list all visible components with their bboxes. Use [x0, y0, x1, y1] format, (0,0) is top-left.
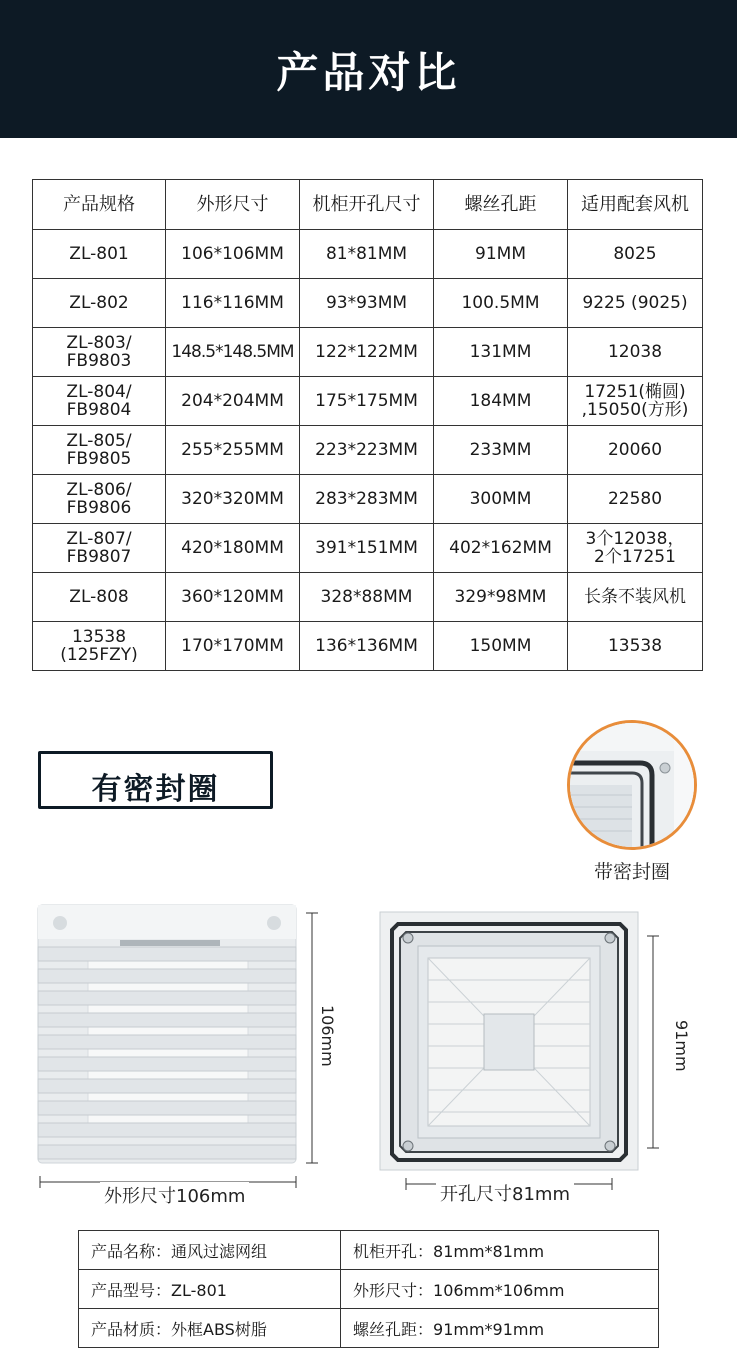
cell-line-1: 长条不装风机 [584, 587, 686, 607]
info-row [79, 1270, 659, 1309]
cell-line-1: ZL-805/ [66, 431, 132, 451]
table-row [33, 475, 703, 524]
cell-text: 184MM [469, 391, 532, 411]
cell-fan [568, 426, 703, 475]
cell-text: 136*136MM [315, 636, 418, 656]
seal-badge-label: 有密封圈 [91, 772, 220, 807]
cell-text: 100.5MM [461, 293, 540, 313]
hole-spacing-dimension-label: 91mm [672, 1020, 691, 1072]
cell-screw-spacing [434, 230, 568, 279]
header-fan: 适用配套风机 [568, 180, 703, 230]
cell-text: 328*88MM [320, 587, 413, 607]
cell-line-1: 13538 [71, 627, 127, 647]
header-screw-spacing: 螺丝孔距 [434, 180, 568, 230]
cell-line-1: 8025 [613, 244, 657, 264]
cell-cutout-size [300, 230, 434, 279]
cell-model [33, 426, 166, 475]
info-cell-right [341, 1309, 659, 1348]
cell-line-2: ,15050(方形) [581, 400, 689, 420]
info-value: 91mm*91mm [433, 1319, 545, 1339]
table-row [33, 230, 703, 279]
cell-screw-spacing [434, 328, 568, 377]
info-value: ZL-801 [171, 1280, 227, 1300]
cell-text: 360*120MM [181, 587, 284, 607]
cell-model [33, 230, 166, 279]
header-banner [0, 0, 737, 138]
cell-text: 223*223MM [315, 440, 418, 460]
cell-screw-spacing [434, 573, 568, 622]
front-grille-graphic [30, 895, 340, 1210]
cell-line-1: ZL-803/ [66, 333, 132, 353]
seal-closeup-caption: 带密封圈 [593, 861, 670, 883]
cell-line-1: 22580 [607, 489, 663, 509]
info-value: 81mm*81mm [433, 1241, 545, 1261]
info-value: 外框ABS树脂 [171, 1319, 267, 1339]
cell-cutout-size [300, 377, 434, 426]
info-label: 外形尺寸： [353, 1280, 434, 1300]
cell-line-1: 9225 (9025) [582, 293, 688, 313]
cell-fan [568, 230, 703, 279]
cell-text: 233MM [469, 440, 532, 460]
info-row [79, 1309, 659, 1348]
cell-cutout-size [300, 573, 434, 622]
cell-model [33, 279, 166, 328]
cell-text: 116*116MM [181, 293, 284, 313]
height-dimension-label: 106mm [318, 1005, 337, 1067]
header-cutout-size: 机柜开孔尺寸 [300, 180, 434, 230]
seal-badge [38, 751, 273, 809]
info-cell-left [79, 1309, 341, 1348]
cell-fan [568, 622, 703, 671]
cell-line-1: ZL-804/ [66, 382, 132, 402]
cell-model [33, 475, 166, 524]
cell-line-2: FB9805 [66, 449, 132, 469]
info-label: 产品型号： [91, 1280, 172, 1300]
front-grille-figure [30, 895, 340, 1210]
cell-cutout-size [300, 622, 434, 671]
cell-line-1: ZL-802 [69, 293, 129, 313]
cutout-size-caption: 开孔尺寸81mm [436, 1180, 574, 1206]
cell-outer-size [166, 524, 300, 573]
cell-model [33, 524, 166, 573]
cell-line-1: 3个12038， [585, 529, 685, 549]
cell-outer-size [166, 475, 300, 524]
cell-cutout-size [300, 475, 434, 524]
back-seal-figure [370, 900, 700, 1210]
cell-text: 329*98MM [454, 587, 547, 607]
cell-cutout-size [300, 279, 434, 328]
cell-fan [568, 475, 703, 524]
cell-line-1: 17251(椭圆) [584, 382, 686, 402]
cell-fan [568, 279, 703, 328]
seal-closeup-graphic [570, 723, 697, 850]
table-row [33, 573, 703, 622]
page-title: 产品对比 [276, 48, 461, 97]
cell-text: 204*204MM [181, 391, 284, 411]
table-row [33, 426, 703, 475]
cell-outer-size [166, 622, 300, 671]
info-cell-right [341, 1270, 659, 1309]
cell-line-2: (125FZY) [60, 645, 138, 665]
cell-line-2: FB9807 [66, 547, 132, 567]
info-cell-left [79, 1270, 341, 1309]
back-seal-graphic [370, 900, 700, 1210]
cell-line-1: 13538 [607, 636, 663, 656]
cell-line-1: 20060 [607, 440, 663, 460]
cell-text: 106*106MM [181, 244, 284, 264]
cell-screw-spacing [434, 475, 568, 524]
cell-outer-size [166, 573, 300, 622]
cell-screw-spacing [434, 279, 568, 328]
info-cell-right [341, 1231, 659, 1270]
info-label: 机柜开孔： [353, 1241, 434, 1261]
cell-line-2: 2个17251 [594, 547, 676, 567]
info-value: 通风过滤网组 [171, 1241, 268, 1261]
table-header-row [33, 180, 703, 230]
cell-line-1: ZL-801 [69, 244, 129, 264]
cell-text: 122*122MM [315, 342, 418, 362]
cell-line-1: ZL-806/ [66, 480, 132, 500]
cell-line-2: FB9806 [66, 498, 132, 518]
cell-outer-size [166, 279, 300, 328]
table-row [33, 524, 703, 573]
cell-text: 148.5*148.5MM [171, 342, 294, 362]
cell-text: 283*283MM [315, 489, 418, 509]
cell-screw-spacing [434, 622, 568, 671]
cell-text: 150MM [469, 636, 532, 656]
cell-text: 402*162MM [449, 538, 552, 558]
cell-text: 93*93MM [325, 293, 408, 313]
table-row [33, 377, 703, 426]
cell-screw-spacing [434, 377, 568, 426]
header-model: 产品规格 [33, 180, 166, 230]
cell-screw-spacing [434, 426, 568, 475]
cell-text: 91MM [475, 244, 526, 264]
cell-text: 131MM [469, 342, 532, 362]
cell-fan [568, 377, 703, 426]
cell-outer-size [166, 426, 300, 475]
seal-closeup-image [567, 720, 697, 850]
spec-comparison-table [32, 179, 703, 671]
info-label: 产品材质： [91, 1319, 172, 1339]
cell-line-2: FB9804 [66, 400, 132, 420]
table-row [33, 622, 703, 671]
cell-line-1: 12038 [607, 342, 663, 362]
product-info-table [78, 1230, 659, 1348]
cell-text: 175*175MM [315, 391, 418, 411]
info-value: 106mm*106mm [433, 1280, 565, 1300]
cell-text: 320*320MM [181, 489, 284, 509]
header-outer-size: 外形尺寸 [166, 180, 300, 230]
cell-model [33, 573, 166, 622]
cell-screw-spacing [434, 524, 568, 573]
cell-outer-size [166, 230, 300, 279]
cell-line-1: ZL-808 [69, 587, 129, 607]
table-row [33, 328, 703, 377]
cell-line-2: FB9803 [66, 351, 132, 371]
cell-text: 255*255MM [181, 440, 284, 460]
cell-outer-size [166, 377, 300, 426]
cell-fan [568, 328, 703, 377]
cell-text: 81*81MM [325, 244, 408, 264]
cell-fan [568, 524, 703, 573]
cell-text: 420*180MM [181, 538, 284, 558]
cell-model [33, 328, 166, 377]
info-cell-left [79, 1231, 341, 1270]
info-label: 螺丝孔距： [353, 1319, 434, 1339]
cell-cutout-size [300, 328, 434, 377]
outer-size-caption: 外形尺寸106mm [100, 1182, 249, 1208]
cell-outer-size [166, 328, 300, 377]
cell-line-1: ZL-807/ [66, 529, 132, 549]
cell-text: 391*151MM [315, 538, 418, 558]
cell-text: 300MM [469, 489, 532, 509]
info-row [79, 1231, 659, 1270]
cell-fan [568, 573, 703, 622]
cell-model [33, 377, 166, 426]
table-row [33, 279, 703, 328]
cell-cutout-size [300, 524, 434, 573]
info-label: 产品名称： [91, 1241, 172, 1261]
cell-text: 170*170MM [181, 636, 284, 656]
cell-cutout-size [300, 426, 434, 475]
cell-model [33, 622, 166, 671]
